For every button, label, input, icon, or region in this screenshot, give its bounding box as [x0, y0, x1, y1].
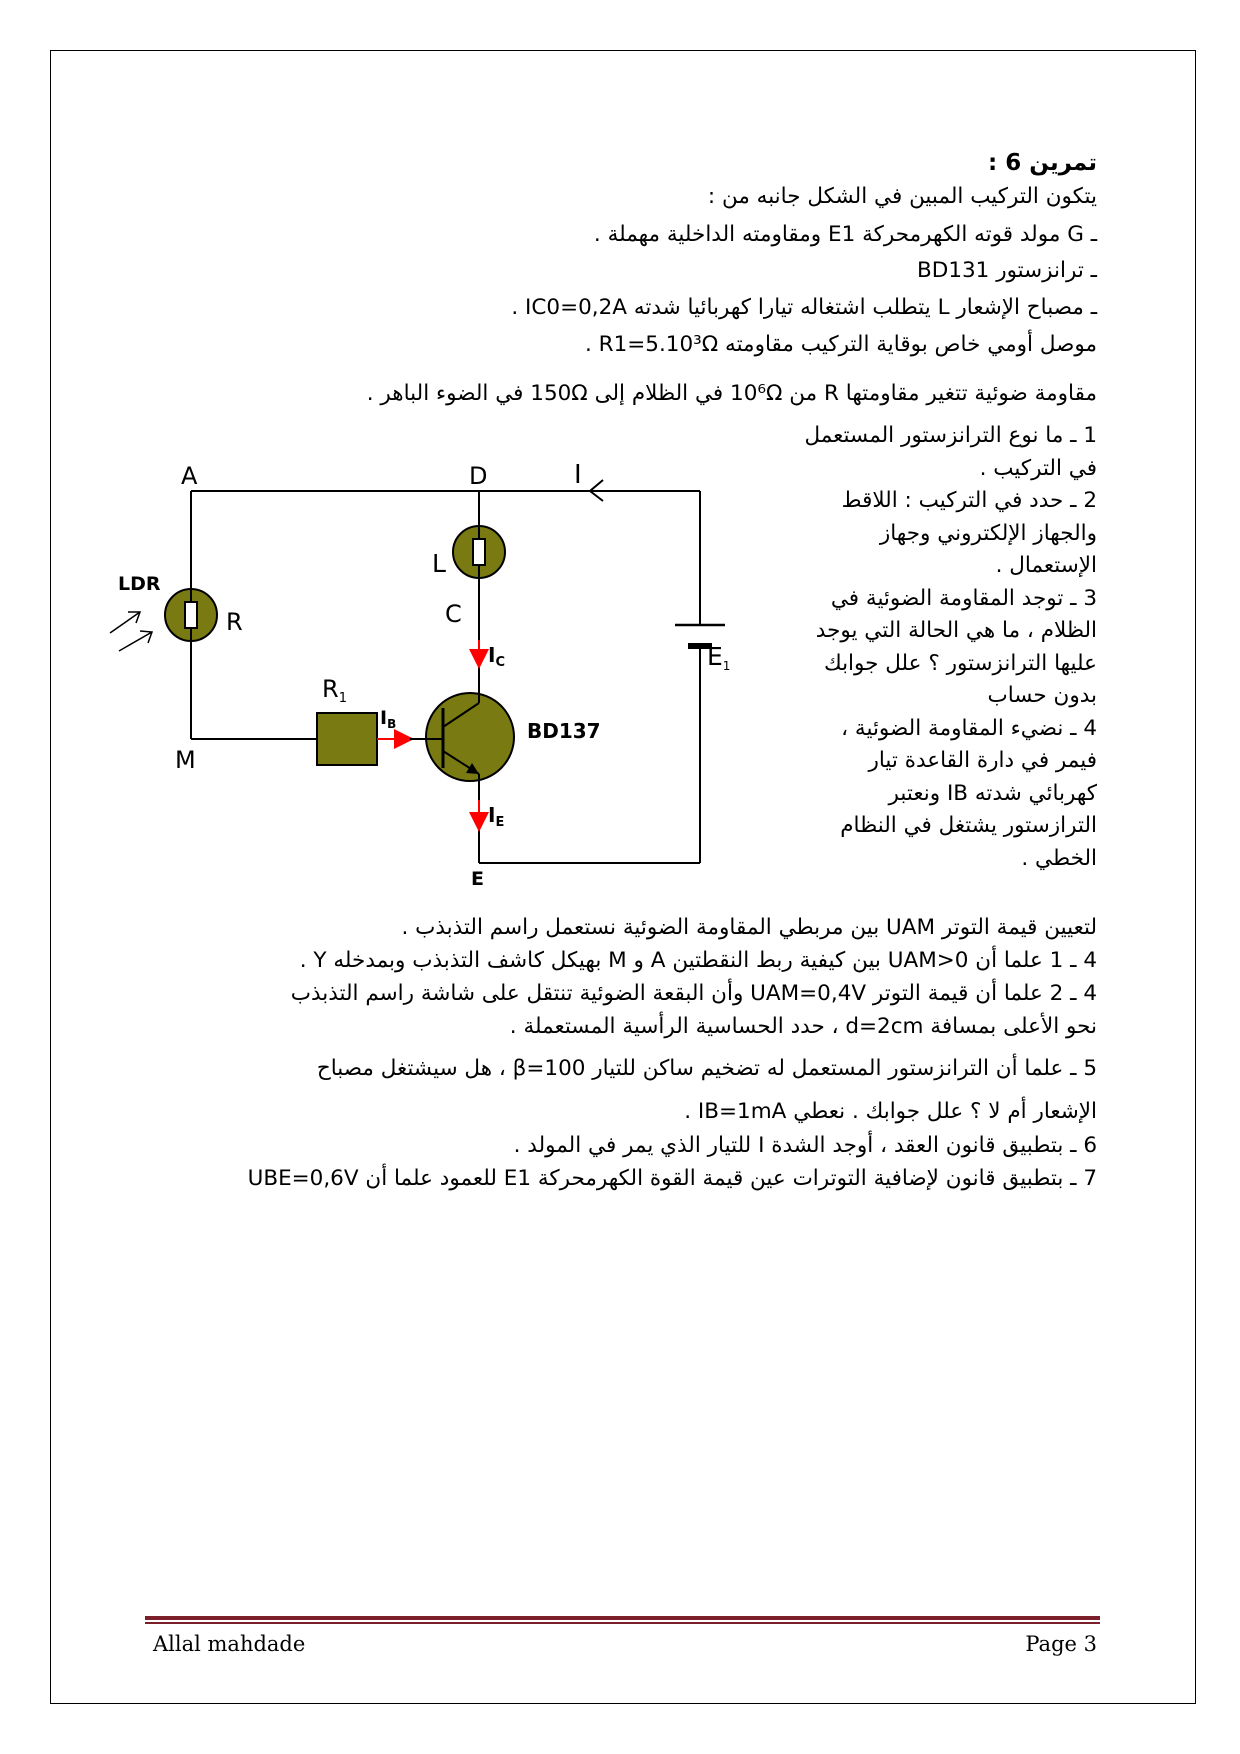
question-line: لتعيين قيمة التوتر UAM بين مربطي المقاومة الضوئية نستعمل راسم التذبذب . — [401, 915, 1097, 940]
footer-rule-thick — [145, 1616, 1100, 1620]
label-ic: $I_C$ — [488, 643, 505, 670]
label-r: R — [226, 608, 243, 636]
side-question-line: 4 ـ نضيء المقاومة الضوئية ، — [841, 715, 1097, 741]
side-question-line: عليها الترانزستور ؟ علل جوابك — [823, 650, 1097, 676]
question-line: 5 ـ علما أن الترانزستور المستعمل له تضخيم ساكن للتيار β=100 ، هل سيشتغل مصباح — [316, 1056, 1097, 1081]
side-question-line: الترازستور يشتغل في النظام — [840, 813, 1097, 838]
label-ib: $I_B$ — [380, 707, 397, 731]
label-d: D — [469, 462, 488, 490]
ldr-resistor-body — [185, 602, 197, 628]
component-line: ـ مصباح الإشعار L يتطلب اشتغاله تيارا كهربائيا شدته IC0=0,2A . — [511, 295, 1097, 320]
footer-rule-thin — [145, 1622, 1100, 1624]
label-r1: $R_1$ — [322, 675, 347, 706]
footer-page-number: Page 3 — [1025, 1632, 1097, 1656]
label-e: E — [471, 868, 484, 890]
r1-resistor — [317, 713, 377, 765]
side-question-line: 2 ـ حدد في التركيب : اللاقط — [841, 488, 1097, 513]
exercise-title: تمرين 6 : — [988, 150, 1097, 176]
circuit-diagram — [100, 450, 731, 895]
label-a: A — [181, 462, 198, 490]
label-l: L — [432, 549, 446, 578]
question-line: الإشعار أم لا ؟ علل جوابك . نعطي IB=1mA . — [684, 1099, 1097, 1124]
label-e1-sub: 1 — [722, 659, 731, 673]
side-question-line: فيمر في دارة القاعدة تيار — [868, 748, 1097, 773]
side-question-line: كهربائي شدته IB ونعتبر — [888, 780, 1097, 806]
question-line: 4 ـ 2 علما أن قيمة التوتر UAM=0,4V وأن البقعة الضوئية تنتقل على شاشة راسم التذبذب — [290, 981, 1097, 1006]
question-line: 7 ـ بتطبيق قانون لإضافية التوترات عين قيمة القوة الكهرمحركة E1 للعمود علما أن UBE=0,6V — [247, 1166, 1097, 1191]
side-questions — [745, 420, 1097, 875]
side-question-line: الخطي . — [1021, 845, 1097, 871]
label-e1-main: E — [707, 642, 723, 671]
label-c: C — [445, 600, 462, 628]
lamp-filament-body — [473, 539, 485, 565]
side-question-line: 1 ـ ما نوع الترانزستور المستعمل — [804, 423, 1097, 448]
side-question-line: في التركيب . — [979, 455, 1097, 481]
label-ie: $I_E$ — [488, 803, 505, 830]
component-line: مقاومة ضوئية تتغير مقاومتها R من 10⁶Ω في الظلام إلى 150Ω في الضوء الباهر . — [366, 381, 1097, 406]
side-question-line: الظلام ، ما هي الحالة التي يوجد — [815, 618, 1097, 643]
question-line: نحو الأعلى بمسافة d=2cm ، حدد الحساسية الرأسية المستعملة . — [509, 1014, 1097, 1039]
side-question-line: 3 ـ توجد المقاومة الضوئية في — [830, 585, 1097, 611]
question-line: 6 ـ بتطبيق قانون العقد ، أوجد الشدة I للتيار الذي يمر في المولد . — [513, 1133, 1097, 1158]
component-line: موصل أومي خاص بوقاية التركيب مقاومته R1=5.10³Ω . — [584, 332, 1097, 357]
light-arrows-icon — [110, 612, 152, 651]
side-question-line: بدون حساب — [987, 683, 1097, 708]
side-question-line: والجهاز الإلكتروني وجهاز — [879, 520, 1097, 546]
footer-author: Allal mahdade — [153, 1632, 306, 1656]
label-transistor: BD137 — [527, 719, 601, 743]
component-line: ـ G مولد قوته الكهرمحركة E1 ومقاومته الداخلية مهملة . — [593, 222, 1097, 247]
intro-line: يتكون التركيب المبين في الشكل جانبه من : — [707, 184, 1097, 209]
component-line: ـ ترانزستور BD131 — [917, 258, 1097, 283]
label-m: M — [175, 746, 196, 774]
side-question-line: الإستعمال . — [995, 553, 1097, 578]
question-line: 4 ـ 1 علما أن UAM>0 بين كيفية ربط النقطتين A و M بهيكل كاشف التذبذب وبمدخله Y . — [299, 948, 1097, 973]
label-i: I — [574, 460, 582, 490]
label-ldr: LDR — [118, 573, 161, 595]
